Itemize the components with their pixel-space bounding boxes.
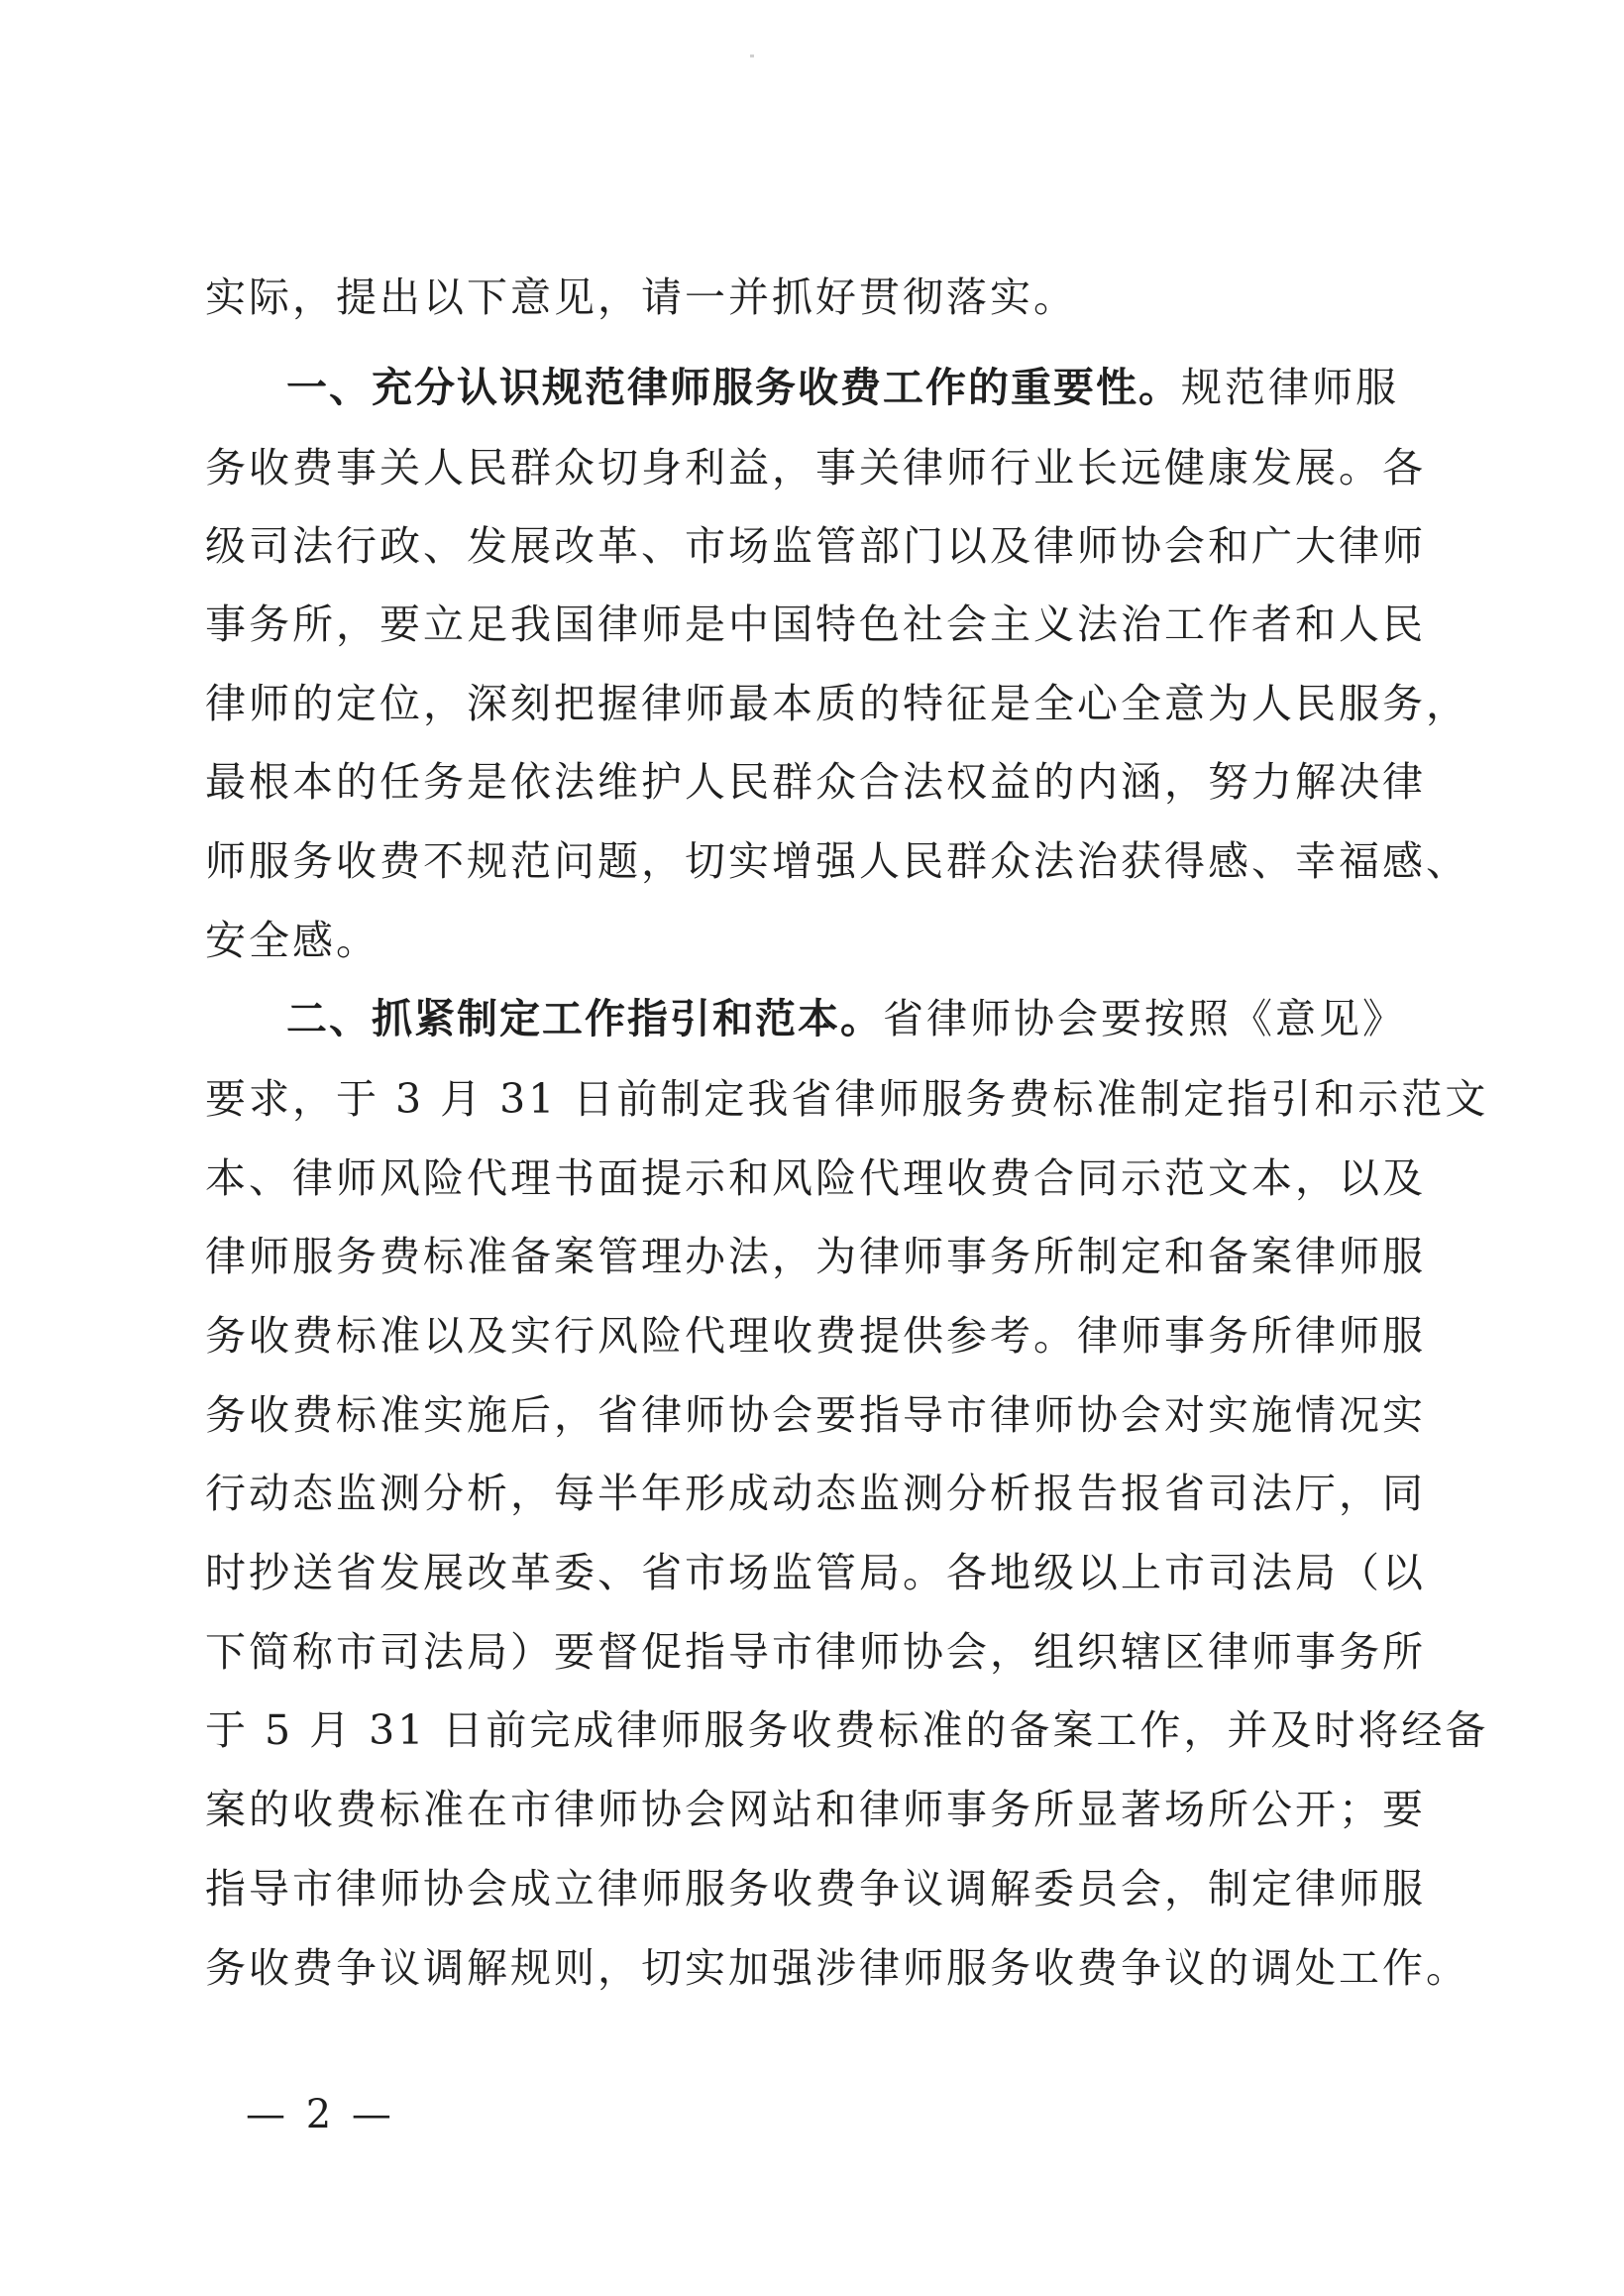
body-line-9 (205, 917, 1434, 964)
section-1-heading-line (286, 364, 1434, 411)
line-text: 指导市律师协会成立律师服务收费争议调解委员会，制定律师服 (205, 1865, 1426, 1913)
line-text: 于 5 月 31 日前完成律师服务收费标准的备案工作，并及时将经备 (205, 1706, 1489, 1754)
line-text: 最根本的任务是依法维护人民群众合法权益的内涵，努力解决律 (205, 758, 1426, 806)
line-text: 律师的定位，深刻把握律师最本质的特征是全心全意为人民服务， (205, 680, 1469, 727)
body-line-15 (205, 1391, 1434, 1439)
body-line-13 (205, 1233, 1434, 1280)
line-text: 案的收费标准在市律师协会网站和律师事务所显著场所公开；要 (205, 1786, 1426, 1833)
body-line-12 (205, 1154, 1434, 1202)
line-text: 务收费标准实施后，省律师协会要指导市律师协会对实施情况实 (205, 1391, 1426, 1439)
page-number: — 2 — (246, 2092, 395, 2137)
body-line-7 (205, 758, 1434, 806)
body-line-1 (205, 273, 1434, 321)
line-text: 律师服务费标准备案管理办法，为律师事务所制定和备案律师服 (205, 1233, 1426, 1280)
section-2-heading-line (286, 995, 1434, 1042)
line-text: 行动态监测分析，每半年形成动态监测分析报告报省司法厅，同 (205, 1470, 1426, 1517)
section-1-heading: 一、充分认识规范律师服务收费工作的重要性。 (286, 364, 1181, 411)
body-line-19 (205, 1706, 1489, 1754)
line-text: 事务所，要立足我国律师是中国特色社会主义法治工作者和人民 (205, 601, 1426, 648)
line-text: 实际，提出以下意见，请一并抓好贯彻落实。 (205, 273, 1077, 321)
body-line-5 (205, 601, 1434, 648)
body-line-17 (205, 1549, 1434, 1596)
line-text: 务收费标准以及实行风险代理收费提供参考。律师事务所律师服 (205, 1312, 1426, 1360)
line-text: 级司法行政、发展改革、市场监管部门以及律师协会和广大律师 (205, 522, 1426, 570)
body-line-3 (205, 444, 1434, 492)
line-text: 本、律师风险代理书面提示和风险代理收费合同示范文本，以及 (205, 1154, 1426, 1202)
section-2-heading: 二、抓紧制定工作指引和范本。 (286, 995, 883, 1042)
line-text: 下简称市司法局）要督促指导市律师协会，组织辖区律师事务所 (205, 1628, 1426, 1676)
line-text: 规范律师服 (1181, 364, 1399, 411)
line-text: 师服务收费不规范问题，切实增强人民群众法治获得感、幸福感、 (205, 837, 1469, 885)
scan-speck (750, 55, 754, 57)
body-line-14 (205, 1312, 1434, 1360)
line-text: 时抄送省发展改革委、省市场监管局。各地级以上市司法局（以 (205, 1549, 1426, 1596)
line-text: 务收费事关人民群众切身利益，事关律师行业长远健康发展。各 (205, 444, 1426, 492)
body-line-11 (205, 1075, 1489, 1123)
body-line-21 (205, 1865, 1434, 1913)
line-text: 省律师协会要按照《意见》 (883, 995, 1406, 1042)
line-text: 安全感。 (205, 917, 379, 964)
body-line-20 (205, 1786, 1434, 1833)
line-text: 务收费争议调解规则，切实加强涉律师服务收费争议的调处工作。 (205, 1944, 1469, 1992)
body-line-4 (205, 522, 1434, 570)
body-line-8 (205, 837, 1469, 885)
body-line-18 (205, 1628, 1434, 1676)
body-line-22 (205, 1944, 1469, 1992)
body-line-6 (205, 680, 1469, 727)
line-text: 要求，于 3 月 31 日前制定我省律师服务费标准制定指引和示范文 (205, 1075, 1489, 1123)
body-line-16 (205, 1470, 1434, 1517)
